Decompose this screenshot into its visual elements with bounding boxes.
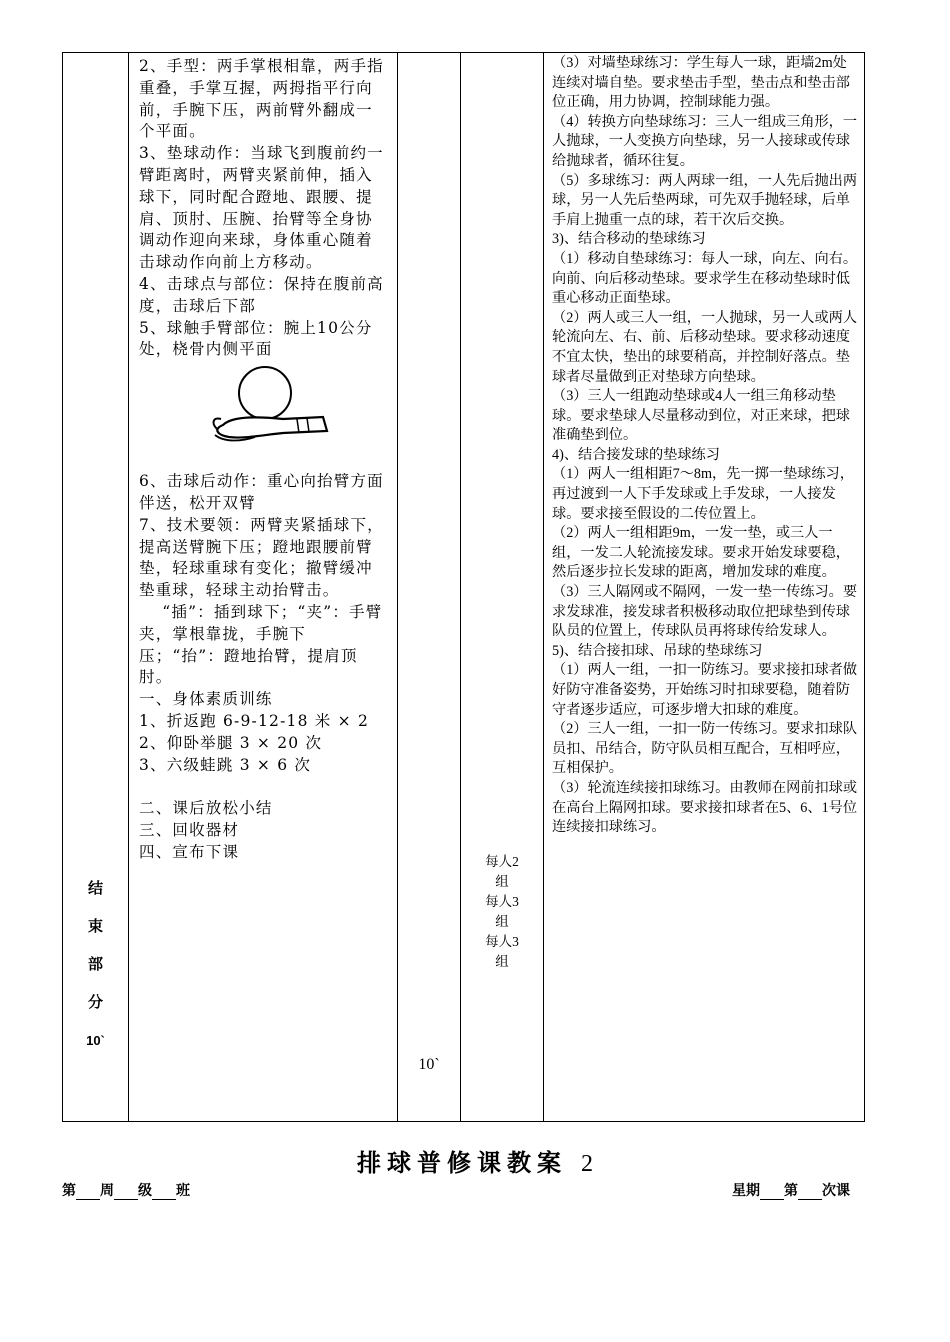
content-line: 6、击球后动作：重心向抬臂方面伴送，松开双臂 [139,472,384,512]
title-number: 2 [581,1151,593,1177]
org-line: 每人3 [485,934,519,949]
meta-label: 班 [176,1182,190,1198]
meta-label: 次课 [822,1182,850,1198]
content-line: 5、球触手臂部位：腕上10公分处，桡骨内侧平面 [139,318,373,359]
drill-item: （3）对墙垫球练习：学生每人一球，距墙2m处连续对墙自垫。要求垫击手型，垫击点和垫击部位正确，用力协调，控制球能力强。 [552,55,850,111]
meta-label: 第 [784,1182,798,1198]
content-line: 4、击球点与部位：保持在腹前高度，击球后下部 [139,274,384,315]
section-char: 部 [87,955,103,973]
meta-label: 第 [62,1182,76,1198]
blank-field [760,1185,784,1200]
org-line: 每人3 [485,894,519,909]
section-column [63,53,129,1122]
section-char: 束 [87,917,103,935]
content-line: 3、垫球动作：当球飞到腹前约一臂距离时，两臂夹紧前伸，插入球下，同时配合蹬地、跟腰、提肩、顶肘、压腕、抬臂等全身协调动作迎向来球，身体重心随着击球动作向前上方移动。 [139,144,384,272]
drills-column [544,53,865,1122]
forearm-pass-illustration [139,361,389,471]
time-column [398,53,461,1122]
blank-field [114,1185,138,1200]
section-minutes: 10` [86,1032,105,1048]
fitness-item: 2、仰卧举腿 3 × 20 次 [139,733,323,752]
ball-on-forearm-icon [203,365,353,457]
drill-item: （2）两人或三人一组，一人抛球，另一人或两人轮流向左、右、前、后移动垫球。要求移动速度不宜太快，垫出的球要稍高，并控制好落点。垫球者尽量做到正对垫球方向垫球。 [552,309,858,385]
organization-column [461,53,544,1122]
fitness-item: 3、六级蛙跳 3 × 6 次 [139,755,312,774]
org-line: 组 [495,874,509,889]
drill-heading: 3)、结合移动的垫球练习 [552,231,706,248]
section-label [63,115,128,1060]
drill-item: （3）三人隔网或不隔网，一发一垫一传练习。要求发球准，接发球者积极移动取位把球垫到传球队员的位置上，传球队员再将球传给发球人。 [552,584,858,640]
title-text: 排球普修课教案 [357,1149,567,1177]
closing-item: 二、课后放松小结 [139,799,273,818]
drill-item: （1）移动自垫球练习：每人一球，向左、向右。向前、向后移动垫球。要求学生在移动垫球时低重心移动正面垫球。 [552,250,858,307]
meta-label: 周 [100,1182,114,1198]
key-points: “插”：插到球下；“夹”：手臂夹，掌根靠拢，手腕下压；“抬”：蹬地抬臂，提肩顶肘。 [139,602,383,687]
drill-heading: 4)、结合接发球的垫球练习 [552,446,720,463]
drill-item: （2）两人一组相距9m，一发一垫，或三人一组，一发二人轮流接发球。要求开始发球要稳，然后逐步拉长发球的距离，增加发球的难度。 [552,525,850,581]
fitness-item: 1、折返跑 6-9-12-18 米 × 2 [139,711,370,730]
meta-label: 星期 [732,1182,760,1198]
section-char: 分 [87,993,103,1011]
content-line: 2、手型：两手掌根相靠，两手指重叠，手掌互握，两拇指平行向前，手腕下压，两前臂外翻成一个平面。 [139,57,384,141]
spacer [139,776,389,798]
meta-label: 级 [138,1182,152,1198]
drill-item: （3）三人一组跑动垫球或4人一组三角移动垫球。要求垫球人尽量移动到位，对正来球，把球准确垫到位。 [552,388,850,444]
closing-item: 三、回收器材 [139,821,240,840]
time-value: 10` [418,1056,440,1073]
closing-item: 四、宣布下课 [139,842,240,861]
drill-item: （1）两人一组相距7～8m，先一掷一垫球练习，再过渡到一人下手发球或上手发球，一人接发球。要求接至假设的二传位置上。 [552,466,854,522]
fitness-title: 一、身体素质训练 [139,690,273,709]
drill-item: （5）多球练习：两人两球一组，一人先后抛出两球，另一人先后垫两球，可先双手抛轻球，后单手肩上抛重一点的球，若干次后交换。 [552,172,858,228]
drill-item: （1）两人一组，一扣一防练习。要求接扣球者做好防守准备姿势，开始练习时扣球要稳，随着防守者逐步适应，可逐步增大扣球的难度。 [552,662,858,718]
lesson-table [62,52,865,1122]
drill-item: （2）三人一组，一扣一防一传练习。要求扣球队员扣、吊结合，防守队员相互配合，互相呼应，互相保护。 [552,721,858,777]
org-line: 每人2 [485,854,519,869]
document-title [0,1143,950,1178]
content-line: 7、技术要领：两臂夹紧插球下，提高送臂腕下压；蹬地跟腰前臂垫，轻球重球有变化；撤臂缓冲垫重球，轻球主动抬臂击。 [139,515,384,600]
blank-field [798,1185,822,1200]
section-char: 结 [87,879,103,897]
week-grade-class-line [62,1180,190,1200]
org-line: 组 [495,914,509,929]
content-column [129,53,398,1122]
org-line: 组 [495,954,509,969]
drill-item: （3）轮流连续接扣球练习。由教师在网前扣球或在高台上隔网扣球。要求接扣球者在5、6、1号位连续接扣球练习。 [552,779,858,836]
blank-field [76,1185,100,1200]
blank-field [152,1185,176,1200]
drill-item: （4）转换方向垫球练习：三人一组成三角形，一人抛球，一人变换方向垫球，另一人接球或传球给抛球者，循环往复。 [552,113,858,169]
drill-heading: 5)、结合接扣球、吊球的垫球练习 [552,642,763,659]
weekday-session-line [732,1180,850,1200]
